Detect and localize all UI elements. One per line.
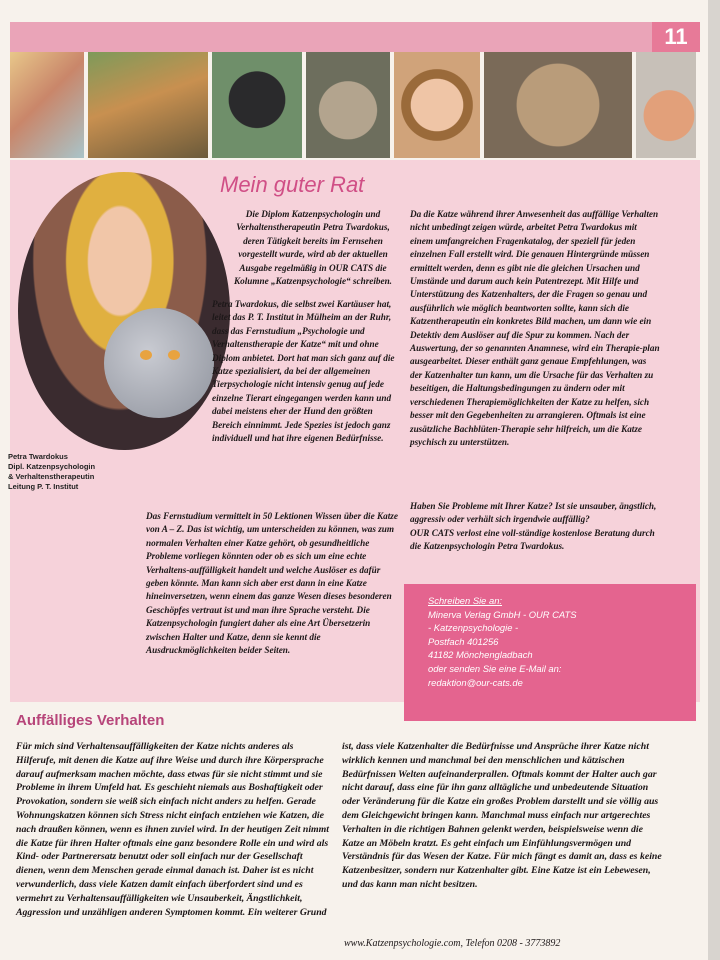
contact-line: 41182 Mönchengladbach — [428, 649, 533, 661]
article-title: Mein guter Rat — [220, 172, 365, 197]
cat-eye — [140, 350, 152, 360]
offer-text: OUR CATS verlost eine voll-ständige kostenlose Beratung durch die Katzenpsychologin Petra Twardokus. — [410, 527, 655, 552]
photo-tabby-cat — [306, 52, 390, 158]
article-intro — [226, 208, 400, 288]
photo-black-cat-bowtie — [212, 52, 302, 158]
caption-line: & Verhaltenstherapeutin — [8, 472, 95, 481]
article-column-1-continued — [146, 510, 400, 657]
contact-heading: Schreiben Sie an: — [428, 595, 503, 606]
section-column-right: ist, dass viele Katzenhalter die Bedürfnisse und Ansprüche ihrer Katze nicht wirklich kennen und manchmal bei den menschlichen und kätzischen Bedürfnissen Welten aufeinanderprallen. Oftmals kommt der Halter auch gar nicht darauf, dass eine für ihn ganz alltägliche und unbedeutende Situation oder Veränderung für die Katze ein großes Problem darstellt und sie völlig aus dem Gleichgewicht bringen kann. Manchmal muss einfach nur artgerechtes Verhalten in die richtigen Bahnen gelenkt werden, beispielsweise wenn die Katze an Möbeln kratzt. Es geht einfach um Einfühlungsvermögen und Verständnis für das Wesen der Katze. Für mich fängt es damit an, dass es keine Katzenbesitzer, sondern nur Katzenhalter gibt. Eine Katze ist ein Lebewesen, und das kann man nicht besitzen. — [342, 741, 662, 890]
question-block — [410, 500, 662, 554]
page-number: 11 — [652, 22, 700, 52]
intro-paragraph: Die Diplom Katzenpsychologin und Verhaltenstherapeutin Petra Twardokus, deren Tätigkeit bereits im Fernsehen vorgestellt wurde, wird ab der aktuellen Ausgabe regelmäßig in OUR CATS die Kolumne „Katzenpsychologie“ schreiben. — [234, 209, 392, 287]
portrait-caption — [8, 452, 108, 492]
paragraph: Da die Katze während ihrer Anwesenheit das auffällige Verhalten nicht unbedingt zeigen würde, arbeitet Petra Twardokus mit einem umfangreichen Fragenkatalog, der speziell für jeden einzelnen Fall erstellt wird. Die genauen Hintergründe müssen ermittelt werden, denn es gibt nie die gleichen Ursachen und Umstände und darum auch kein Patentrezept. Mit Hilfe und Unterstützung des Katzenhalters, der die Fragen so genau und ausführlich wie möglich beantworten sollte, kann sich die Katzentherapeutin ein konkretes Bild machen, um dann wie ein Detektiv dem Auslöser auf die Spur zu kommen. Nach der Auswertung, der so genannten Anamnese, wird ein Therapie-plan ausgearbeitet. Dieser enthält ganz genaue Empfehlungen, was der Katzenhalter tun kann, um die Ursache für das Verhalten zu beseitigen, die Haltungsbedingungen zu ändern oder mit verschiedenen Therapiemöglichkeiten der Katze zu helfen, sich besser mit den Gegebenheiten zu arrangieren. Oftmals ist eine zusätzliche Bachblüten-Therapie sehr hilfreich, um die Katze psychisch zu unterstützen. — [410, 209, 660, 447]
photo-smiling-child — [394, 52, 480, 158]
contact-lines — [428, 594, 576, 689]
header-bar — [10, 22, 700, 52]
contact-line: Minerva Verlag GmbH - OUR CATS — [428, 608, 577, 620]
footer-contact[interactable]: www.Katzenpsychologie.com, Telefon 0208 - 3773892 — [344, 938, 561, 949]
section-column-left: Für mich sind Verhaltensauffälligkeiten der Katze nichts anderes als Hilferufe, mit denen die Katze auf ihre Weise und durch ihre Körpersprache darauf aufmerksam machen möchte, dass etwas für sie nicht stimmt und sie Probleme in ihrem Umfeld hat. Es geschieht niemals aus Boshaftigkeit oder Provokation, sondern sie weiß sich einfach nicht anders zu helfen. Gerade Wohnungskatzen können sich Stress nicht einfach entziehen wie Katzen, die nach draußen können, wenn es ihnen zuviel wird. In der heutigen Zeit nimmt die Katze für ihren Halter oftmals eine ganz besondere Rolle ein und wird als Kind- oder Partnerersatz benutzt oder soll einfach nur der Gesellschaft dienen, wenn dem Menschen gerade einmal danach ist. Daher ist es nicht verwunderlich, dass viele Katzen damit einfach überfordert sind und es vermehrt zu Verhaltensauffälligkeiten wie Unsauberkeit, Ängstlichkeit, Aggression und unzähligen anderen Symptomen kommt. Ein weiterer Grund — [16, 741, 330, 918]
contact-line: - Katzenpsychologie - — [428, 622, 519, 634]
section-title: Auffälliges Verhalten — [16, 712, 165, 729]
photo-kitten — [636, 52, 696, 158]
paragraph: Das Fernstudium vermittelt in 50 Lektionen Wissen über die Katze von A – Z. Das ist wichtig, um unterscheiden zu können, was zum normalen Verhalten einer Katze gehört, ob gesundheitliche Probleme vorliegen könnten oder ob es sich um eine echte Verhaltens-auffälligkeit handelt und welche Auslöser es dafür geben könnte. Man kann sich aber erst dann in eine Katze hineinversetzen, wenn einem das ganze Wesen dieses besonderen Geschöpfes vertraut ist und man ihre Sprache versteht. Die Katzenpsychologin fungiert daher als eine Art Übersetzerin zwischen Halter und Katze, denn sie kennt die Ausdruckmöglichkeiten beider Seiten. — [146, 511, 398, 656]
question-text: Haben Sie Probleme mit Ihrer Katze? Ist sie unsauber, ängstlich, aggressiv oder verhält sich irgendwie auffällig? — [410, 501, 657, 525]
article-column-2 — [410, 208, 660, 449]
photo-woman-with-cat — [10, 52, 84, 158]
paragraph: Petra Twardokus, die selbst zwei Kartäuser hat, leitet das P. T. Institut in Mülheim an der Ruhr, dass das Fernstudium „Psychologie und Verhaltenstherapie der Katze“ mit und ohne Diplom anbietet. Dort hat man sich ganz auf die Katze spezialisiert, da bei der allgemeinen Tierpsychologie nicht intensiv genug auf jede einzelne Tierart eingegangen werden kann und dabei meistens eher der Hund den größten Bereich einnimmt. Jede Spezies ist jedoch ganz individuell und hat ihre eigenen Bedürfnisse. — [212, 299, 395, 444]
page-edge — [708, 0, 720, 960]
contact-line: oder senden Sie eine E-Mail an: — [428, 662, 562, 674]
photo-tabby-cat-closeup — [484, 52, 632, 158]
contact-line: Postfach 401256 — [428, 635, 499, 647]
article-column-1 — [164, 298, 402, 445]
caption-line: Dipl. Katzenpsychologin — [8, 462, 96, 471]
photo-cat-in-tree — [88, 52, 208, 158]
caption-line: Leitung P. T. Institut — [8, 482, 79, 491]
caption-line: Petra Twardokus — [8, 452, 68, 461]
header-photo-strip — [10, 52, 700, 158]
contact-email[interactable]: redaktion@our-cats.de — [428, 676, 523, 688]
contact-box — [404, 584, 696, 721]
